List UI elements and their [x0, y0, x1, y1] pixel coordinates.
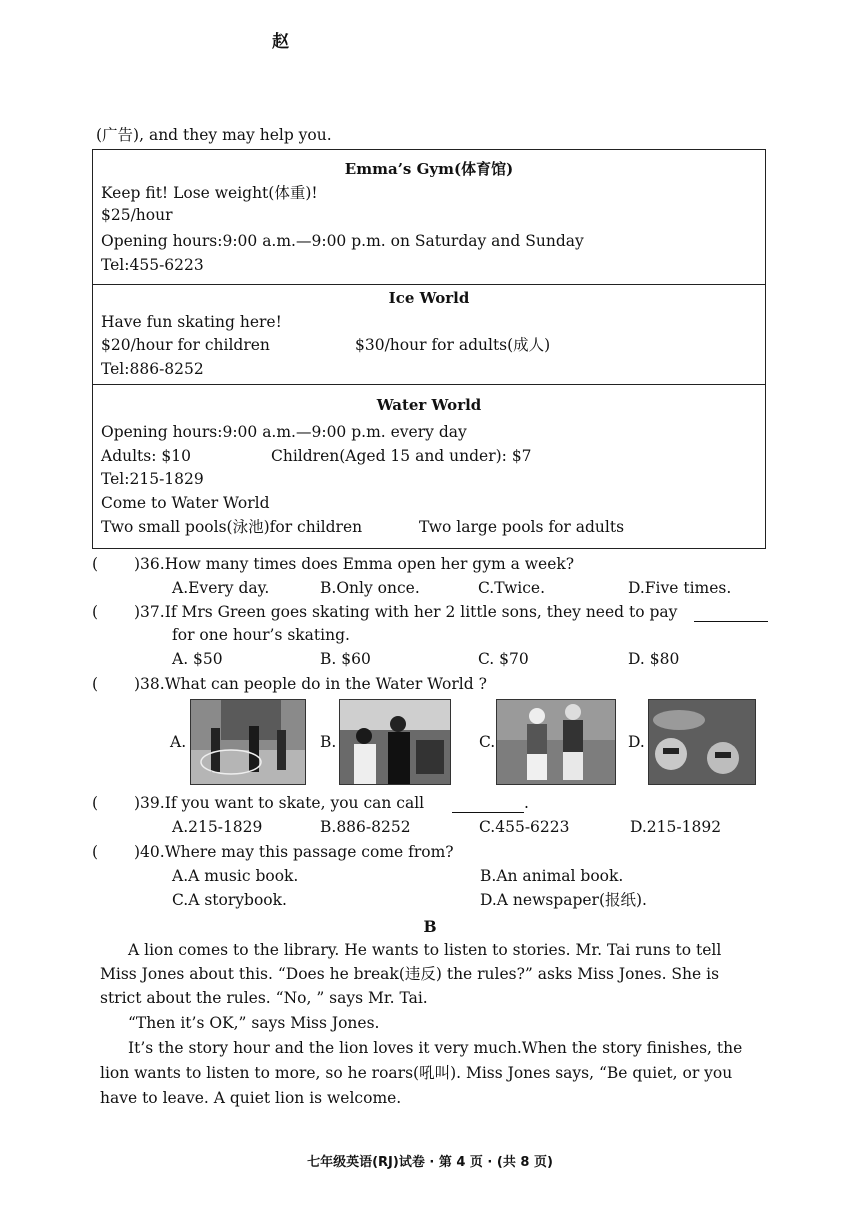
ad-line: Have fun skating here! [101, 313, 282, 331]
option-c: C.455-6223 [479, 818, 570, 836]
passage-line: A lion comes to the library. He wants to listen to stories. Mr. Tai runs to tell [128, 941, 722, 959]
question-38: )38.What can people do in the Water World ? [134, 675, 487, 693]
option-c: C.A storybook. [172, 891, 287, 909]
intro-line: (广告), and they may help you. [96, 126, 332, 144]
ad-line: Tel:455-6223 [101, 256, 204, 274]
question-39: )39.If you want to skate, you can call [134, 794, 425, 812]
option-c: C.Twice. [478, 579, 546, 597]
option-b: B. $60 [320, 650, 371, 668]
option-d: D. [628, 733, 645, 751]
option-d: D.215-1892 [630, 818, 722, 836]
ad-title: Water World [376, 396, 482, 414]
option-b: B.Only once. [320, 579, 420, 597]
option-d: D. $80 [628, 650, 680, 668]
answer-paren: ( [92, 603, 99, 621]
section-b-heading: B [423, 917, 437, 936]
ad-line: Children(Aged 15 and under): $7 [271, 447, 532, 465]
ad-line: Two small pools(泳池)for children [101, 518, 363, 536]
ad-title: Emma’s Gym(体育馆) [344, 160, 514, 178]
photo-jump-rope [190, 699, 306, 785]
ad-line: Adults: $10 [101, 447, 191, 465]
ad-ice-world [92, 285, 766, 385]
passage-line: Miss Jones about this. “Does he break(违反) the rules?” asks Miss Jones. She is [100, 965, 720, 983]
ad-line: $25/hour [101, 206, 173, 224]
photo-swimming [648, 699, 756, 785]
option-a: A. $50 [172, 650, 223, 668]
passage-line: strict about the rules. “No, ” says Mr. Tai. [100, 989, 428, 1007]
option-a: A. [170, 733, 187, 751]
answer-paren: ( [92, 555, 99, 573]
photo-music [339, 699, 451, 785]
ad-line: Opening hours:9:00 a.m.—9:00 p.m. on Saturday and Sunday [101, 232, 584, 250]
ad-line: Come to Water World [101, 494, 270, 512]
page-footer: 七年级英语(RJ)试卷 · 第 4 页 · (共 8 页) [307, 1155, 553, 1170]
option-b: B.An animal book. [480, 867, 624, 885]
question-37-cont: for one hour’s skating. [172, 626, 350, 644]
question-40: )40.Where may this passage come from? [134, 843, 454, 861]
ad-line: Two large pools for adults [419, 518, 625, 536]
option-d: D.Five times. [628, 579, 732, 597]
ad-title: Ice World [388, 289, 470, 307]
answer-blank[interactable] [452, 796, 524, 813]
photo-skating [496, 699, 616, 785]
passage-line: have to leave. A quiet lion is welcome. [100, 1089, 402, 1107]
option-b: B. [320, 733, 337, 751]
ad-line: Keep fit! Lose weight(体重)! [101, 184, 318, 202]
passage-line: “Then it’s OK,” says Miss Jones. [128, 1014, 380, 1032]
ad-emmas-gym [92, 149, 766, 285]
ad-line: Tel:886-8252 [101, 360, 204, 378]
option-c: C. $70 [478, 650, 529, 668]
ad-line: Tel:215-1829 [101, 470, 204, 488]
answer-paren: ( [92, 794, 99, 812]
seal-mark: 赵 [272, 32, 289, 52]
question-37: )37.If Mrs Green goes skating with her 2 little sons, they need to pay [134, 603, 678, 621]
answer-paren: ( [92, 675, 99, 693]
ad-line: Opening hours:9:00 a.m.—9:00 p.m. every day [101, 423, 467, 441]
option-a: A.215-1829 [172, 818, 263, 836]
ad-water-world [92, 385, 766, 549]
answer-blank[interactable] [694, 605, 768, 622]
passage-line: lion wants to listen to more, so he roars(吼叫). Miss Jones says, “Be quiet, or you [100, 1064, 733, 1082]
option-a: A.Every day. [172, 579, 270, 597]
passage-line: It’s the story hour and the lion loves it very much.When the story finishes, the [128, 1039, 743, 1057]
ad-line: $30/hour for adults(成人) [355, 336, 551, 354]
option-a: A.A music book. [172, 867, 299, 885]
answer-paren: ( [92, 843, 99, 861]
ad-line: $20/hour for children [101, 336, 270, 354]
option-d: D.A newspaper(报纸). [480, 891, 647, 909]
option-c: C. [479, 733, 496, 751]
option-b: B.886-8252 [320, 818, 411, 836]
question-39-end: . [524, 794, 529, 812]
question-36: )36.How many times does Emma open her gym a week? [134, 555, 575, 573]
